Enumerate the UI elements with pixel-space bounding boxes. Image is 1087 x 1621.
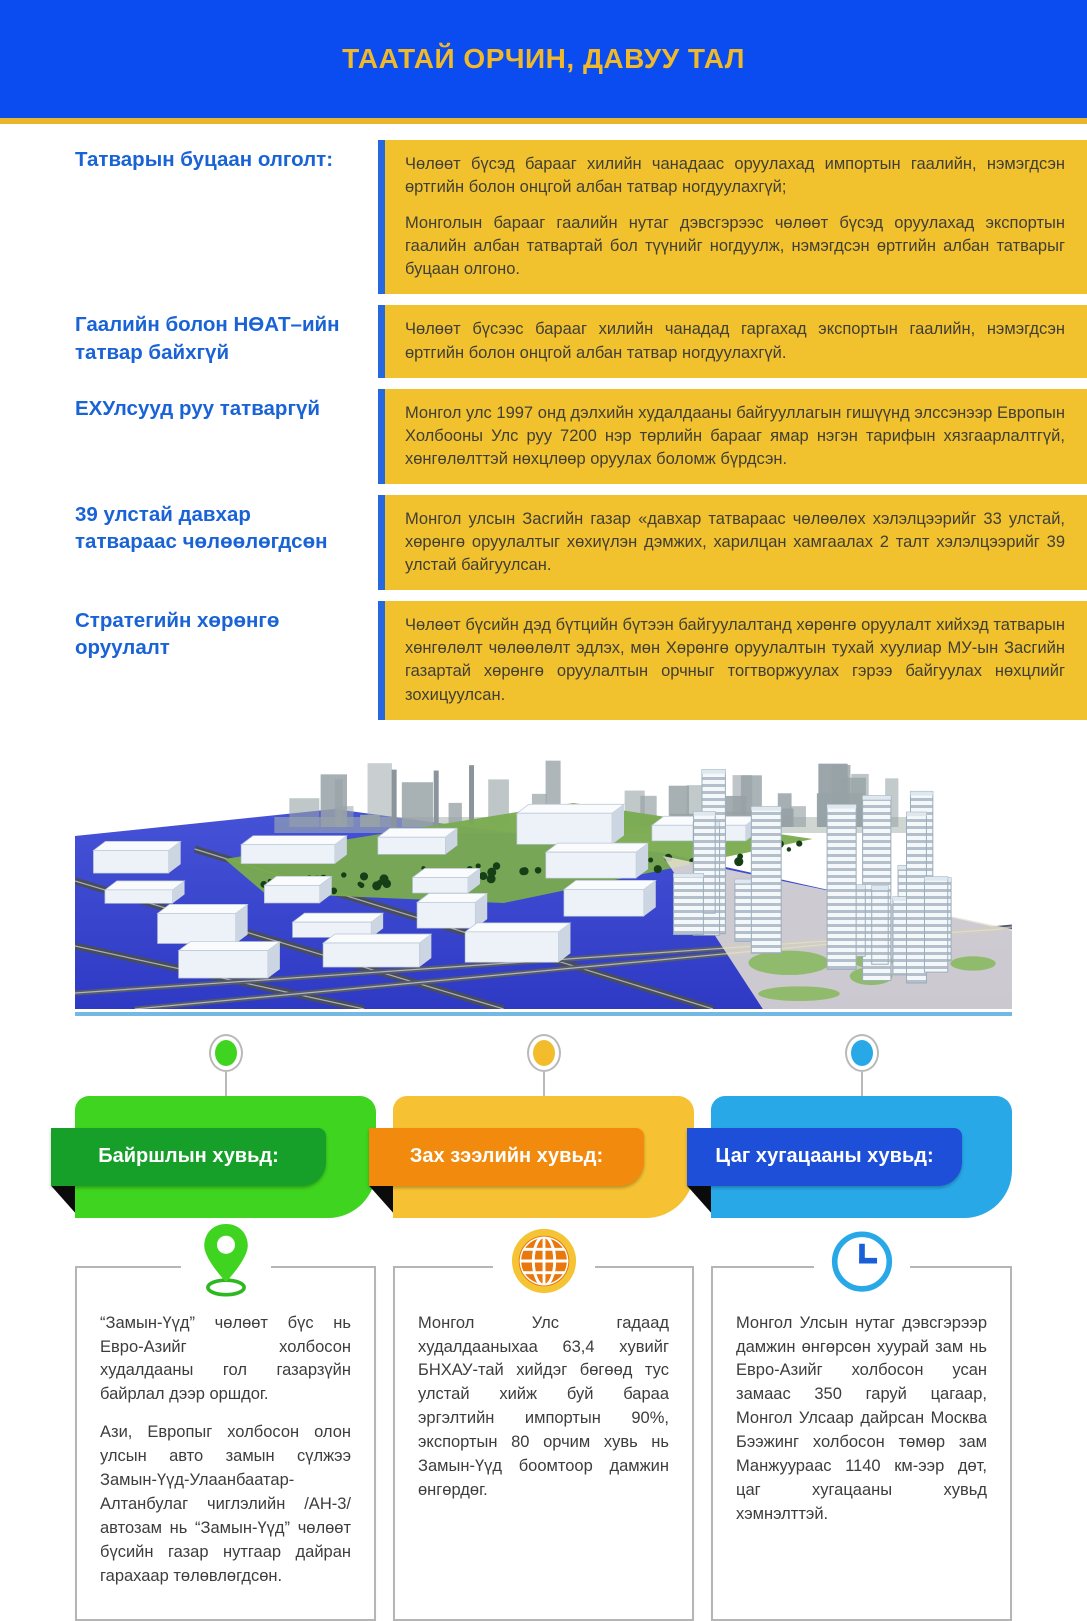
connector — [711, 1034, 1012, 1096]
connector-stem — [543, 1072, 545, 1096]
card-text-box — [711, 1266, 1012, 1621]
section-heading: ЕХУлсууд руу татваргүй — [75, 396, 320, 420]
section-paragraph: Монгол улс 1997 онд дэлхийн худалдааны байгууллагын гишүүнд элссэнээр Европын Холбооны Улс руу 7200 нэр төрлийн барааг ямар нэгэн тарифын хязгаарлалтгүй, хөнгөлөлттэй нөхцлөөр оруулах боломж бүрдсэн. — [405, 403, 1065, 468]
connector — [75, 1034, 376, 1096]
location-pin-icon — [181, 1221, 271, 1299]
connector-stem — [225, 1072, 227, 1096]
connector-dot-yellow — [527, 1034, 561, 1072]
card-paragraph: “Замын-Үүд” чөлөөт бүс нь Евро-Азийг холбосон худалдааны гол газарзүйн байрлал дээр оршдог. — [100, 1313, 351, 1404]
section-text-box — [378, 305, 1087, 377]
card-market — [393, 1096, 694, 1218]
card-ribbon-label: Цаг хугацааны хувьд: — [715, 1145, 934, 1168]
column-market — [393, 1034, 694, 1621]
section-double-tax-treaties — [0, 495, 1087, 590]
card-time — [711, 1096, 1012, 1218]
bottom-highlight-columns — [75, 1034, 1012, 1621]
light-blue-divider — [75, 1012, 1012, 1016]
section-paragraph: Чөлөөт бүсэд барааг хилийн чанадаас оруулахад импортын гаалийн, нэмэгдсэн өртгийн болон онцгой албан татвар ногдуулахгүй; — [405, 155, 1065, 197]
card-paragraph: Ази, Европыг холбосон олон улсын авто замын сүлжээ Замын-Үүд-Улаанбаатар-Алтанбулаг чиглэлийн /АН-3/ автозам нь “Замын-Үүд” чөлөөт бүсийн газар нутгаар дайран гарахаар төлөвлөгдсөн. — [100, 1423, 351, 1585]
section-text-box — [378, 601, 1087, 719]
section-strategic-investment — [0, 601, 1087, 719]
page-title: ТААТАЙ ОРЧИН, ДАВУУ ТАЛ — [342, 43, 745, 74]
section-heading: Стратегийн хөрөнгө оруулалт — [75, 609, 280, 660]
section-paragraph: Чөлөөт бүсийн дэд бүтцийн бүтээн байгуулалтанд хөрөнгө оруулалт хийхэд татварын хөнгөлөлт чөлөөлөлт эдлэх, мөн Хөрөнгө оруулалтын тухай хуулиар МУ-ын Засгийн газартай хөрөнгө оруулалтын орчныг тогтворжуулах гэрээ байгуулах нөхцлийг зохицуулсан. — [405, 616, 1065, 704]
card-ribbon — [687, 1128, 962, 1186]
clock-icon — [814, 1229, 910, 1293]
section-paragraph: Монгол улсын Засгийн газар «давхар татвараас чөлөөлөх хэлэлцээрийг 33 улстай, хөрөнгө оруулалтыг хөхиүлэн дэмжих, харилцан хамгаалах 2 талт хэлэлцээрийг 39 улстай байгуулсан. — [405, 509, 1065, 575]
card-paragraph: Монгол Улсын нутаг дэвсгэрээр дамжин өнгөрсөн хуурай зам нь Евро-Азийг холбосон усан замаас 350 гаруй цагаар, Монгол Улсаар дайрсан Москва Бээжинг холбосон төмөр зам Манжуураас 1140 км-ээр дөт, цаг хугацааны хувьд хэмнэлттэй. — [736, 1313, 987, 1523]
section-no-customs-vat — [0, 305, 1087, 377]
section-tax-refund — [0, 140, 1087, 294]
section-heading: Татварын буцаан олголт: — [75, 148, 334, 171]
city-3d-render — [75, 731, 1012, 1009]
section-eu-tariff-free — [0, 389, 1087, 484]
card-location — [75, 1096, 376, 1218]
section-text-box — [378, 389, 1087, 484]
card-text-box — [75, 1266, 376, 1621]
column-time — [711, 1034, 1012, 1621]
section-heading: 39 улстай давхар татвараас чөлөөлөгдсөн — [75, 502, 328, 553]
card-ribbon-label: Зах зээлийн хувьд: — [409, 1145, 604, 1168]
card-paragraph: Монгол Улс гадаад худалдааныхаа 63,4 хувийг БНХАУ-тай хийдэг бөгөөд тус улстай хийж буй бараа эргэлтийн импортын 90%, экспортын 80 орчим хувь нь Замын-Үүд боомтоор дамжин өнгөрдөг. — [418, 1313, 669, 1500]
card-ribbon — [51, 1128, 326, 1186]
benefits-sections — [0, 124, 1087, 720]
header-band — [0, 0, 1087, 118]
city-render-image — [75, 731, 1012, 1009]
section-paragraph: Монголын барааг гаалийн нутаг дэвсгэрээс чөлөөт бүсэд оруулахад экспортын гаалийн албан татвартай бол түүнийг ногдуулж, нэмэгдсэн өртгийн албан татварыг буцаан олгоно. — [405, 214, 1065, 279]
city-render-figure — [75, 731, 1012, 1016]
card-ribbon-label: Байршлын хувьд: — [98, 1145, 279, 1168]
section-text-box — [378, 140, 1087, 294]
ribbon-fold — [51, 1186, 75, 1213]
globe-icon — [493, 1226, 595, 1296]
section-text-box — [378, 495, 1087, 590]
section-heading: Гаалийн болон НӨАТ–ийн татвар байхгүй — [75, 313, 340, 364]
column-location — [75, 1034, 376, 1621]
connector-dot-green — [209, 1034, 243, 1072]
section-paragraph: Чөлөөт бүсээс барааг хилийн чанадад гаргахад экспортын гаалийн, нэмэгдсэн өртгийн болон онцгой албан татвар ногдуулахгүй. — [405, 320, 1065, 362]
card-ribbon — [369, 1128, 644, 1186]
connector-stem — [861, 1072, 863, 1096]
connector-dot-blue — [845, 1034, 879, 1072]
card-text-box — [393, 1266, 694, 1621]
connector — [393, 1034, 694, 1096]
